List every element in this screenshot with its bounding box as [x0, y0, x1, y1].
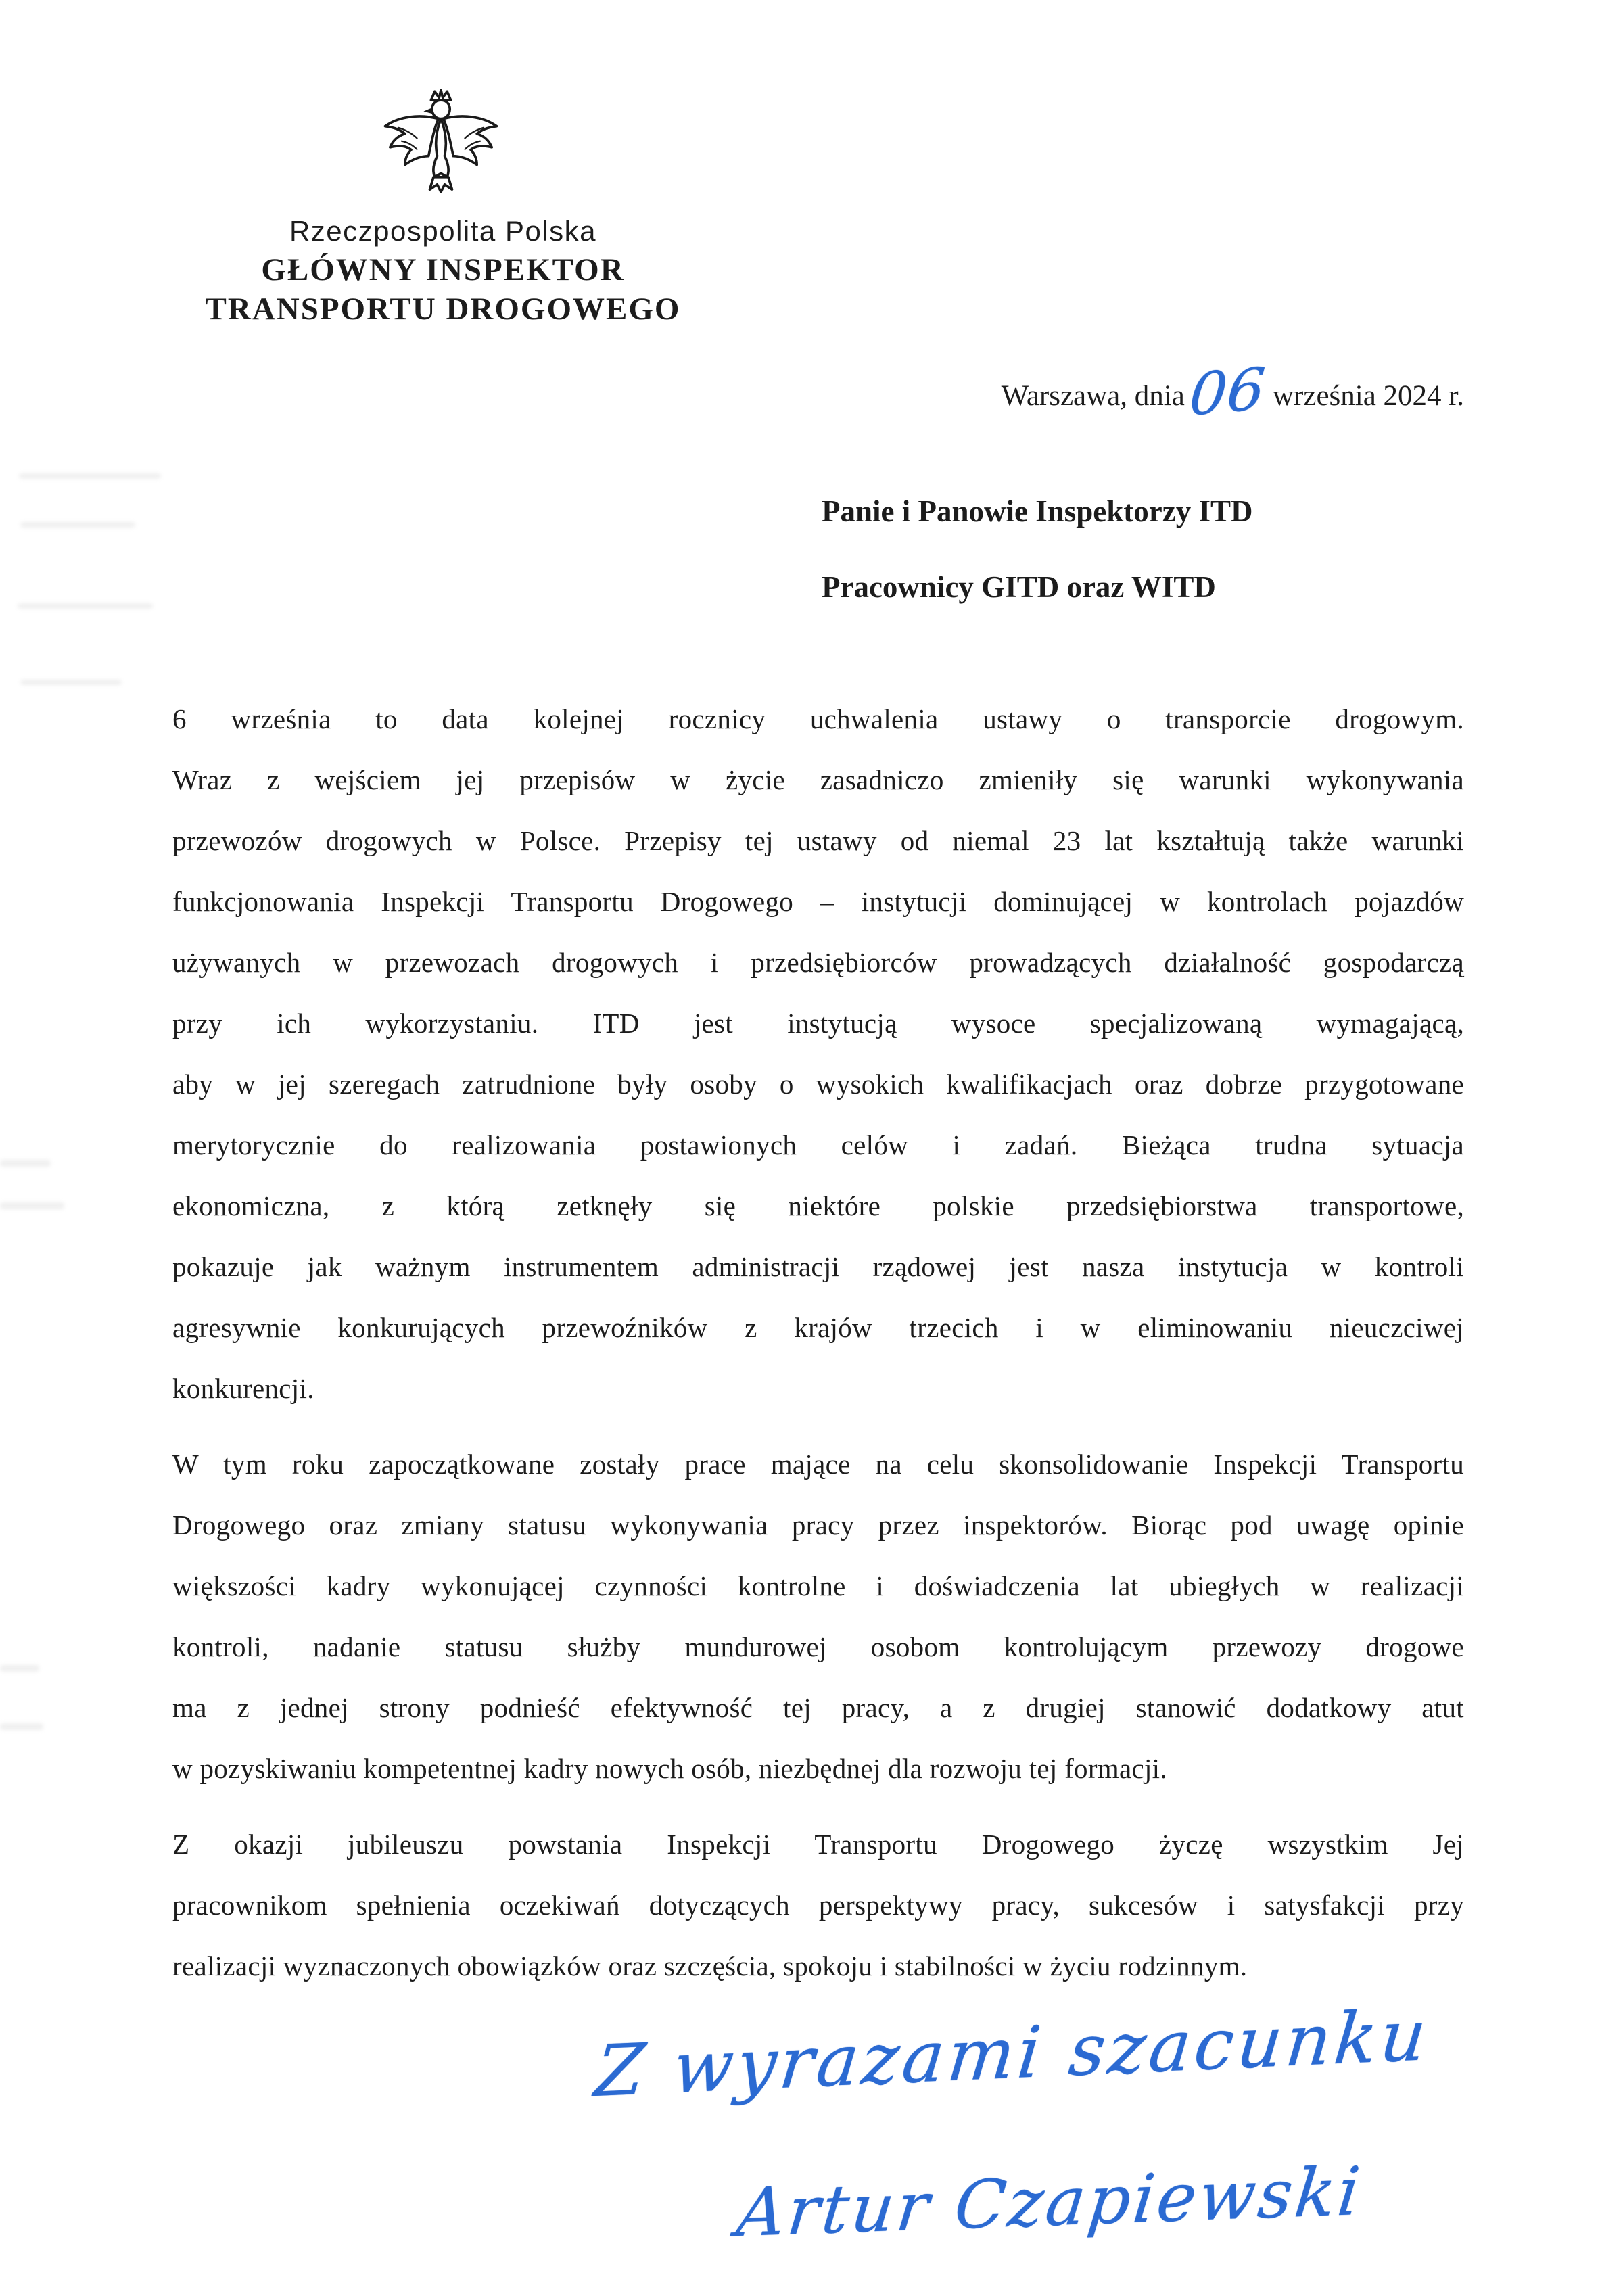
body-line: większości kadry wykonującej czynności kontrolne i doświadczenia lat ubiegłych w realizacji: [172, 1570, 1464, 1601]
scan-artifact: [0, 1723, 43, 1730]
addressee-line2: Pracownicy GITD oraz WITD: [822, 570, 1216, 604]
scan-artifact: [19, 473, 161, 479]
scan-artifact: [20, 522, 135, 528]
body-line: konkurencji.: [172, 1373, 314, 1404]
scan-artifact: [0, 1160, 51, 1167]
body-line: ekonomiczna, z którą zetknęły się niektóre polskie przedsiębiorstwa transportowe,: [172, 1190, 1464, 1221]
body-line: w pozyskiwaniu kompetentnej kadry nowych osób, niezbędnej dla rozwoju tej formacji.: [172, 1753, 1167, 1784]
body-line: 6 września to data kolejnej rocznicy uchwalenia ustawy o transporcie drogowym.: [172, 703, 1464, 734]
body-line: przy ich wykorzystaniu. ITD jest instytucją wysoce specjalizowaną wymagającą,: [172, 1008, 1464, 1039]
body-line: W tym roku zapoczątkowane zostały prace mające na celu skonsolidowanie Inspekcji Transportu: [172, 1449, 1464, 1480]
body-line: Z okazji jubileuszu powstania Inspekcji Transportu Drogowego życzę wszystkim Jej: [172, 1829, 1464, 1860]
handwritten-day: 06: [1186, 355, 1268, 429]
body-line: merytorycznie do realizowania postawionych celów i zadań. Bieżąca trudna sytuacja: [172, 1129, 1464, 1161]
dateline-suffix: września 2024 r.: [1272, 380, 1464, 412]
addressee-line1: Panie i Panowie Inspektorzy ITD: [822, 494, 1253, 528]
header-title-line2: TRANSPORTU DROGOWEGO: [205, 291, 681, 327]
dateline-prefix: Warszawa, dnia: [1001, 380, 1185, 412]
body-line: Drogowego oraz zmiany statusu wykonywania pracy przez inspektorów. Biorąc pod uwagę opinie: [172, 1509, 1464, 1541]
body-line: Wraz z wejściem jej przepisów w życie zasadniczo zmieniły się warunki wykonywania: [172, 764, 1464, 795]
body-line: ma z jednej strony podnieść efektywność tej pracy, a z drugiej stanowić dodatkowy atut: [172, 1692, 1464, 1723]
body-line: funkcjonowania Inspekcji Transportu Drogowego – instytucji dominującej w kontrolach pojazdów: [172, 886, 1464, 917]
header-republic: Rzeczpospolita Polska: [289, 215, 597, 247]
body-line: kontroli, nadanie statusu służby mundurowej osobom kontrolującym przewozy drogowe: [172, 1631, 1464, 1662]
scan-artifact: [20, 680, 122, 685]
body-line: aby w jej szeregach zatrudnione były osoby o wysokich kwalifikacjach oraz dobrze przygotowane: [172, 1069, 1464, 1100]
paragraph: [172, 1434, 1464, 1799]
body-line: pokazuje jak ważnym instrumentem administracji rządowej jest nasza instytucja w kontroli: [172, 1251, 1464, 1282]
body-line: przewozów drogowych w Polsce. Przepisy tej ustawy od niemal 23 lat kształtują także warunki: [172, 825, 1464, 856]
signature-name: Artur Czapiewski: [733, 2153, 1366, 2253]
body-line: realizacji wyznaczonych obowiązków oraz szczęścia, spokoju i stabilności w życiu rodzinnym.: [172, 1950, 1248, 1982]
addressee-block: [822, 473, 1253, 625]
body-line: używanych w przewozach drogowych i przedsiębiorców prowadzących działalność gospodarczą: [172, 947, 1464, 978]
paragraph: [172, 1814, 1464, 1996]
scan-artifact: [0, 1202, 64, 1209]
body-line: agresywnie konkurujących przewoźników z krajów trzecich i w eliminowaniu nieuczciwej: [172, 1312, 1464, 1343]
scan-artifact: [0, 1665, 39, 1672]
body-line: pracownikom spełnienia oczekiwań dotyczących perspektywy pracy, sukcesów i satysfakcji przy: [172, 1890, 1464, 1921]
signature-closing: Z wyrazami szacunku: [591, 1993, 1434, 2113]
scan-artifact: [18, 603, 153, 609]
dateline: [172, 352, 1464, 429]
polish-eagle-emblem-icon: [367, 87, 515, 202]
letter-body: [172, 688, 1464, 2011]
header-title-line1: GŁÓWNY INSPEKTOR: [261, 252, 625, 287]
paragraph: [172, 688, 1464, 1419]
